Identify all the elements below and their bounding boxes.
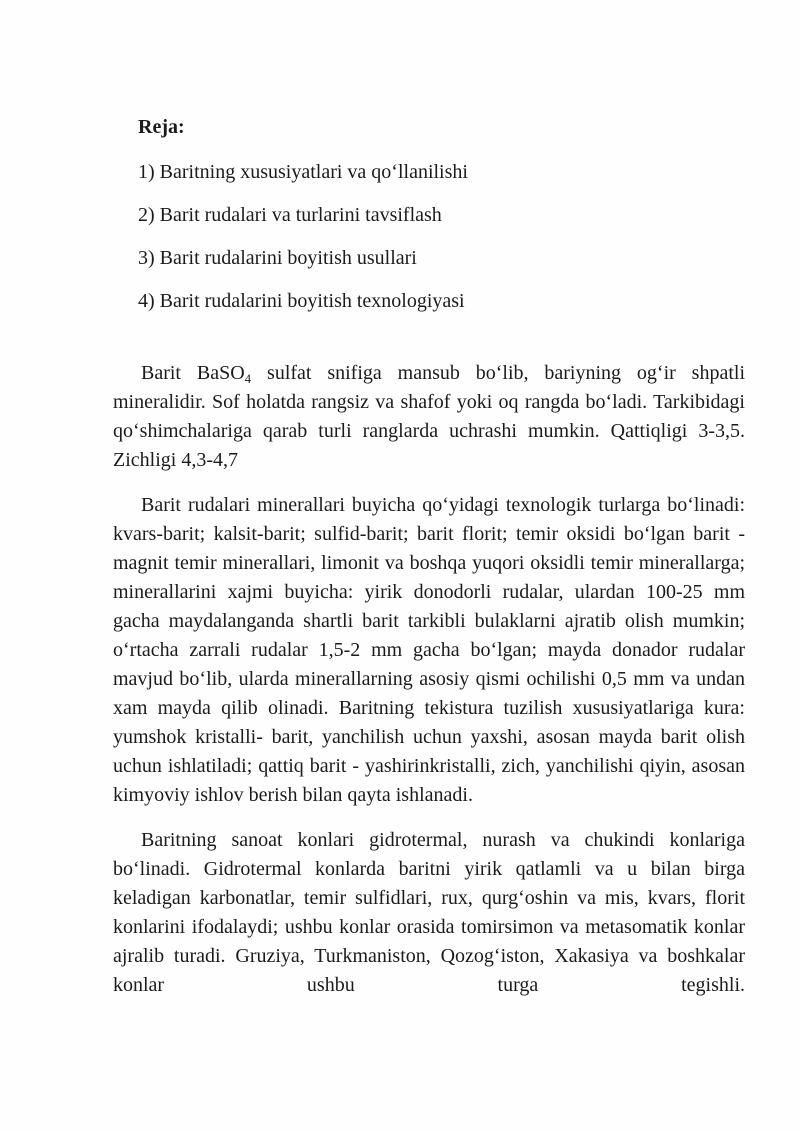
paragraph-ore-technological-types: Barit rudalari minerallari buyicha qoʻyidagi texnologik turlarga boʻlinadi: kvars-barit; kalsit-barit; sulfid-barit; barit florit; temir oksidi boʻlgan barit - magnit temir minerallari, limonit va boshqa yuqori oksidli temir minerallarga; minerallarini xajmi buyicha: yirik donodorli rudalar, ulardan 100-25 mm gacha maydalanganda shartli barit tarkibli bulaklarni ajratib olish mumkin; oʻrtacha zarrali rudalar 1,5-2 mm gacha boʻlgan; mayda donador rudalar mavjud boʻlib, ularda minerallarning asosiy qismi ochilishi 0,5 mm va undan xam mayda qilib olinadi. Baritning tekistura tuzilish xususiyatlariga kura: yumshok kristalli- barit, yanchilish uchun yaxshi, asosan mayda barit olish uchun ishlatiladi; qattiq barit - yashirinkristalli, zich, yanchilishi qiyin, asosan kimyoviy ishlov berish bilan qayta ishlanadi. [113,494,745,806]
paragraph-barite-properties [113,359,745,475]
plan-item-1: 1) Baritning xususiyatlari va qoʻllanilishi [138,161,468,183]
plan-item-3: 3) Barit rudalarini boyitish usullari [138,247,417,269]
plan-heading: Reja: [138,116,185,138]
paragraph-industrial-deposits: Baritning sanoat konlari gidrotermal, nurash va chukindi konlariga boʻlinadi. Gidrotermal konlarda baritni yirik qatlamli va u bilan birga keladigan karbonatlar, temir sulfidlari, rux, qurgʻoshin va mis, kvars, florit konlarini ifodalaydi; ushbu konlar orasida tomirsimon va metasomatik konlar ajralib turadi. Gruziya, Turkmaniston, Qozogʻiston, Xakasiya va boshkalar konlar ushbu turga tegishli. [113,829,745,996]
document-content [113,113,745,1000]
paragraph-text-after-formula: sulfat snifiga mansub boʻlib, bariyning ogʻir shpatli mineralidir. Sof holatda rangsiz va shafof yoki oq rangda boʻladi. Tarkibidagi qoʻshimchalariga qarab turli ranglarda uchrashi mumkin. Qattiqligi 3-3,5. Zichligi 4,3-4,7 [113,362,745,471]
chemical-formula-subscript: 4 [244,371,252,386]
plan-item-4: 4) Barit rudalarini boyitish texnologiyasi [138,290,465,312]
plan-item-2: 2) Barit rudalari va turlarini tavsiflash [138,204,442,226]
paragraph-text-before-formula: Barit BaSO [141,362,245,384]
